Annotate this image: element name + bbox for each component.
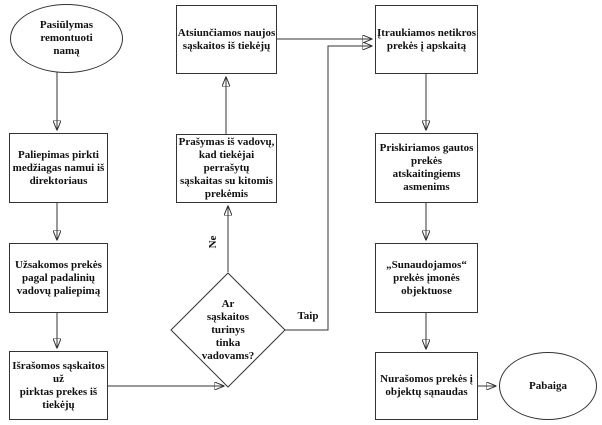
process-consumed-goods: „Sunaudojamos“ prekės įmonės objektuose [375, 243, 478, 313]
process-fake-goods: Įtraukiamos netikros prekės į apskaitą [375, 5, 478, 74]
decision-node-label: Ar sąskaitos turinys tinka vadovams? [201, 297, 255, 362]
process-write-off: Nurašomos prekės į objektų sąnaudas [375, 352, 478, 420]
process-goods-ordered: Užsakomos prekės pagal padalinių vadovų paliepimą [9, 243, 108, 313]
process-assign-goods: Priskiriamos gautos prekės atskaitingiems asmenims [375, 133, 478, 203]
end-node: Pabaiga [499, 352, 597, 420]
edge-label-no: Ne [207, 235, 219, 249]
start-node: Pasiūlymas remontuoti namą [10, 4, 123, 73]
edge-label-yes: Taip [297, 310, 319, 322]
process-rewrite-request: Prašymas iš vadovų, kad tiekėjai perrašytų sąskaitas su kitomis prekėmis [176, 134, 277, 203]
edge-decision-yes [285, 46, 372, 330]
process-new-invoices: Atsiunčiamos naujos sąskaitos iš tiekėjų [176, 5, 277, 74]
process-invoices-issued: Išrašomos sąskaitos už pirktas prekes iš tiekėjų [9, 351, 108, 420]
process-order-materials: Paliepimas pirkti medžiagas namui iš direktoriaus [9, 133, 108, 203]
